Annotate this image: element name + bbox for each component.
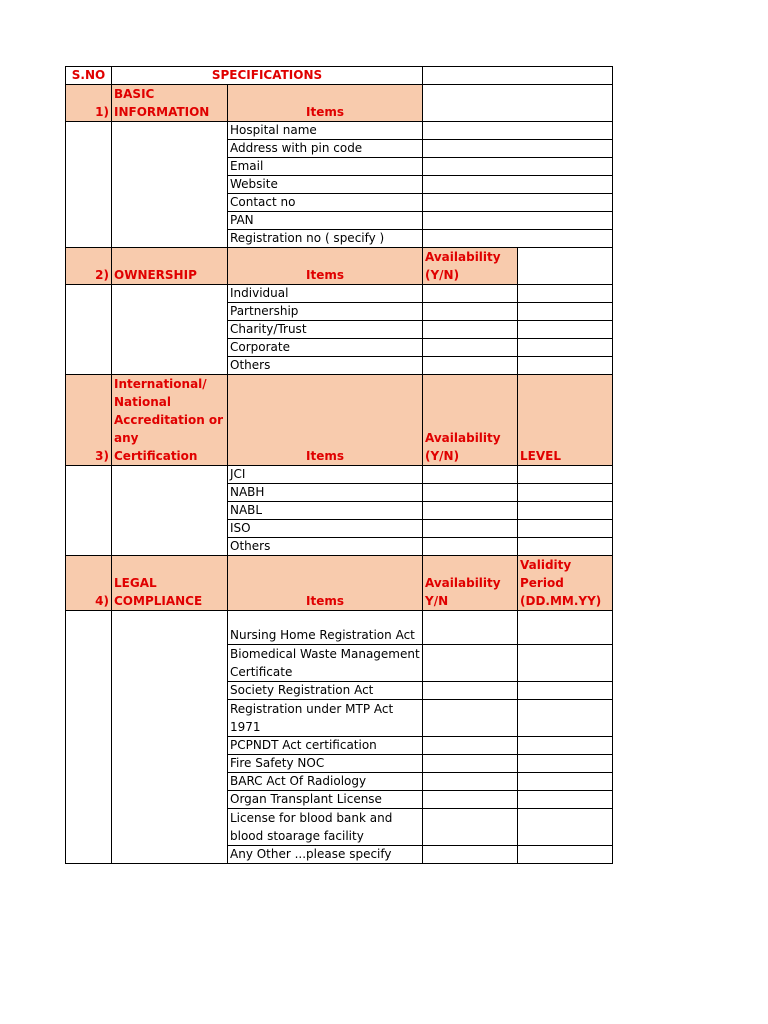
- header-blank-cell[interactable]: [423, 67, 613, 85]
- availability-cell[interactable]: [423, 321, 518, 339]
- section-3-number: 3): [66, 375, 112, 466]
- value-cell[interactable]: [423, 158, 613, 176]
- availability-cell[interactable]: [423, 538, 518, 556]
- section-2-sno-blank: [66, 285, 112, 375]
- item-cell: Address with pin code: [228, 140, 423, 158]
- table-row: [66, 285, 613, 303]
- item-cell: Others: [228, 357, 423, 375]
- section-1-header: [66, 85, 613, 122]
- item-cell: Charity/Trust: [228, 321, 423, 339]
- validity-cell[interactable]: [518, 611, 613, 645]
- availability-cell[interactable]: [423, 339, 518, 357]
- item-cell: PAN: [228, 212, 423, 230]
- availability-cell[interactable]: [423, 645, 518, 682]
- sno-header: S.NO: [66, 67, 112, 85]
- section-4-validity-label: Validity Period (DD.MM.YY): [518, 556, 613, 611]
- section-1-items-label: Items: [228, 85, 423, 122]
- extra-cell[interactable]: [518, 303, 613, 321]
- specifications-header: SPECIFICATIONS: [112, 67, 423, 85]
- section-3-spec-blank: [112, 466, 228, 556]
- availability-cell[interactable]: [423, 737, 518, 755]
- section-4-sno-blank: [66, 611, 112, 864]
- availability-cell[interactable]: [423, 846, 518, 864]
- availability-cell[interactable]: [423, 484, 518, 502]
- item-cell: Others: [228, 538, 423, 556]
- validity-cell[interactable]: [518, 682, 613, 700]
- section-4-items-label: Items: [228, 556, 423, 611]
- section-3-items-label: Items: [228, 375, 423, 466]
- availability-cell[interactable]: [423, 809, 518, 846]
- section-4-availability-label: Availability Y/N: [423, 556, 518, 611]
- section-3-sno-blank: [66, 466, 112, 556]
- value-cell[interactable]: [423, 212, 613, 230]
- availability-cell[interactable]: [423, 791, 518, 809]
- item-cell: Registration no ( specify ): [228, 230, 423, 248]
- section-1-spec-blank: [112, 122, 228, 248]
- value-cell[interactable]: [423, 194, 613, 212]
- section-3-availability-label: Availability (Y/N): [423, 375, 518, 466]
- availability-cell[interactable]: [423, 520, 518, 538]
- level-cell[interactable]: [518, 466, 613, 484]
- section-2-spec-blank: [112, 285, 228, 375]
- section-1-blank[interactable]: [423, 85, 613, 122]
- extra-cell[interactable]: [518, 285, 613, 303]
- availability-cell[interactable]: [423, 611, 518, 645]
- value-cell[interactable]: [423, 176, 613, 194]
- item-cell: Contact no: [228, 194, 423, 212]
- level-cell[interactable]: [518, 502, 613, 520]
- validity-cell[interactable]: [518, 755, 613, 773]
- availability-cell[interactable]: [423, 502, 518, 520]
- item-cell: NABH: [228, 484, 423, 502]
- item-cell: ISO: [228, 520, 423, 538]
- validity-cell[interactable]: [518, 809, 613, 846]
- item-cell: Fire Safety NOC: [228, 755, 423, 773]
- availability-cell[interactable]: [423, 303, 518, 321]
- extra-cell[interactable]: [518, 357, 613, 375]
- value-cell[interactable]: [423, 122, 613, 140]
- section-2-number: 2): [66, 248, 112, 285]
- validity-cell[interactable]: [518, 846, 613, 864]
- item-cell: Registration under MTP Act 1971: [228, 700, 423, 737]
- section-4-number: 4): [66, 556, 112, 611]
- header-row: [66, 67, 613, 85]
- section-1-sno-blank: [66, 122, 112, 248]
- item-cell: NABL: [228, 502, 423, 520]
- section-2-items-label: Items: [228, 248, 423, 285]
- item-cell: License for blood bank and blood stoarage facility: [228, 809, 423, 846]
- availability-cell[interactable]: [423, 357, 518, 375]
- level-cell[interactable]: [518, 538, 613, 556]
- level-cell[interactable]: [518, 484, 613, 502]
- validity-cell[interactable]: [518, 773, 613, 791]
- item-cell: Partnership: [228, 303, 423, 321]
- availability-cell[interactable]: [423, 700, 518, 737]
- availability-cell[interactable]: [423, 466, 518, 484]
- section-4-header: [66, 556, 613, 611]
- availability-cell[interactable]: [423, 682, 518, 700]
- section-4-title: LEGAL COMPLIANCE: [112, 556, 228, 611]
- validity-cell[interactable]: [518, 737, 613, 755]
- section-1-number: 1): [66, 85, 112, 122]
- item-cell: Any Other ...please specify: [228, 846, 423, 864]
- spreadsheet: [65, 66, 613, 864]
- section-2-availability-label: Availability (Y/N): [423, 248, 518, 285]
- section-3-title: International/ National Accreditation or any Certification: [112, 375, 228, 466]
- section-4-spec-blank: [112, 611, 228, 864]
- section-3-header: [66, 375, 613, 466]
- availability-cell[interactable]: [423, 285, 518, 303]
- section-2-blank[interactable]: [518, 248, 613, 285]
- item-cell: Society Registration Act: [228, 682, 423, 700]
- level-cell[interactable]: [518, 520, 613, 538]
- validity-cell[interactable]: [518, 791, 613, 809]
- availability-cell[interactable]: [423, 773, 518, 791]
- section-1-title: BASIC INFORMATION: [112, 85, 228, 122]
- item-cell: Website: [228, 176, 423, 194]
- item-cell: BARC Act Of Radiology: [228, 773, 423, 791]
- table-row: [66, 122, 613, 140]
- availability-cell[interactable]: [423, 755, 518, 773]
- item-cell: JCI: [228, 466, 423, 484]
- specifications-table: [65, 66, 613, 864]
- table-row: [66, 466, 613, 484]
- validity-cell[interactable]: [518, 645, 613, 682]
- item-cell: Organ Transplant License: [228, 791, 423, 809]
- item-cell: Corporate: [228, 339, 423, 357]
- value-cell[interactable]: [423, 230, 613, 248]
- table-row: [66, 611, 613, 645]
- item-cell: PCPNDT Act certification: [228, 737, 423, 755]
- extra-cell[interactable]: [518, 339, 613, 357]
- item-cell: Email: [228, 158, 423, 176]
- validity-cell[interactable]: [518, 700, 613, 737]
- section-2-title: OWNERSHIP: [112, 248, 228, 285]
- section-3-level-label: LEVEL: [518, 375, 613, 466]
- item-cell: Nursing Home Registration Act: [228, 611, 423, 645]
- extra-cell[interactable]: [518, 321, 613, 339]
- item-cell: Biomedical Waste Management Certificate: [228, 645, 423, 682]
- item-cell: Hospital name: [228, 122, 423, 140]
- item-cell: Individual: [228, 285, 423, 303]
- value-cell[interactable]: [423, 140, 613, 158]
- section-2-header: [66, 248, 613, 285]
